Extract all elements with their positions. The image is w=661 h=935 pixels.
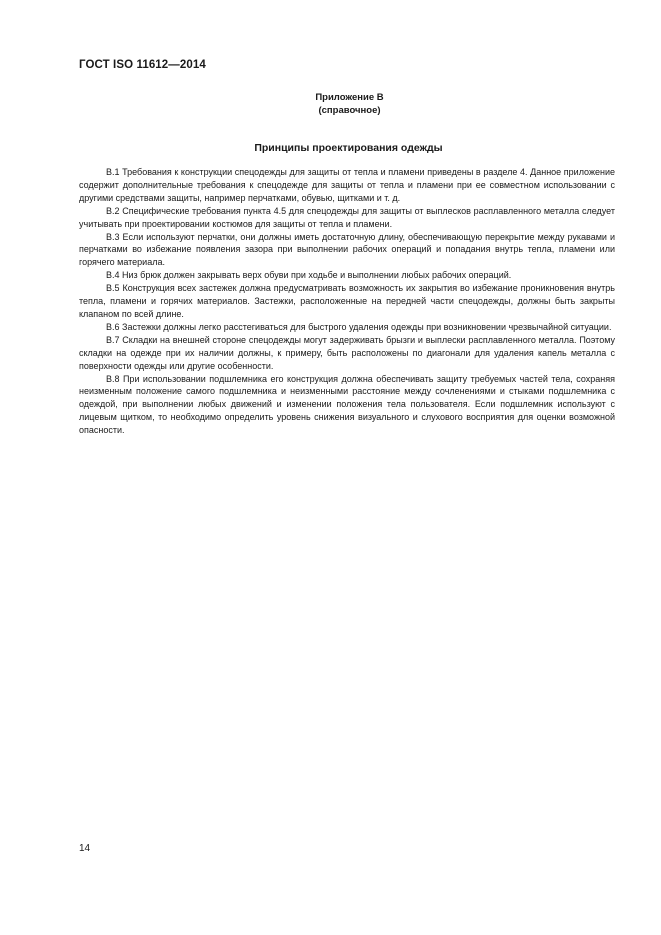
page-number: 14 xyxy=(79,843,91,854)
appendix-heading xyxy=(0,91,661,117)
section-title: Принципы проектирования одежды xyxy=(254,142,443,154)
paragraph-b4: В.4 Низ брюк должен закрывать верх обуви при ходьбе и выполнении любых рабочих операций. xyxy=(106,270,512,281)
paragraph-b7: В.7 Складки на внешней стороне спецодежды могут задерживать брызги и выплески расплавленного металла. Поэтому складки на одежде при их наличии должны, к примеру, быть расположены по диагонали для удаления капель металла с поверхности одежды или другие особенности. xyxy=(79,334,615,371)
document-code-header: ГОСТ ISO 11612—2014 xyxy=(79,59,206,71)
paragraph-b6: В.6 Застежки должны легко расстегиваться для быстрого удаления одежды при возникновении чрезвычайной ситуации. xyxy=(106,321,612,332)
appendix-title: Приложение В xyxy=(315,92,384,103)
paragraph-b3: В.3 Если используют перчатки, они должны иметь достаточную длину, обеспечивающую перекрытие между рукавами и перчатками во избежание появления зазора при выполнении рабочих операций и попадания внутрь тепла, пламени или горячего материала. xyxy=(79,231,615,268)
paragraph-b8: В.8 При использовании подшлемника его конструкция должна обеспечивать защиту требуемых частей тела, сохраняя неизменным положение самого подшлемника и неизменными расстояние между сочленениями и стыками подшлемника с одеждой, при выполнении любых движений и изменении положения тела пользователя. Если подшлемник используют с лицевым щитком, то необходимо определить уровень снижения визуального и слухового восприятия для оценки возможной опасности. xyxy=(79,373,615,436)
paragraph-b5: В.5 Конструкция всех застежек должна предусматривать возможность их закрытия во избежание проникновения внутрь тепла, пламени и горячих материалов. Застежки, расположенные на передней части спецодежды, должны быть закрыты клапаном по всей длине. xyxy=(79,283,615,319)
body-text xyxy=(79,166,615,437)
appendix-subtitle: (справочное) xyxy=(318,105,381,116)
paragraph-b2: В.2 Специфические требования пункта 4.5 для спецодежды для защиты от выплесков расплавленного металла следует учитывать при проектировании костюмов для защиты от тепла и пламени. xyxy=(79,205,615,229)
paragraph-b1: В.1 Требования к конструкции спецодежды для защиты от тепла и пламени приведены в разделе 4. Данное приложение содержит дополнительные требования к спецодежде для защиты от тепла и пламени при ее совместном использовании с другими средствами защиты, например перчатками, обувью, щитками и т. д. xyxy=(79,167,615,203)
